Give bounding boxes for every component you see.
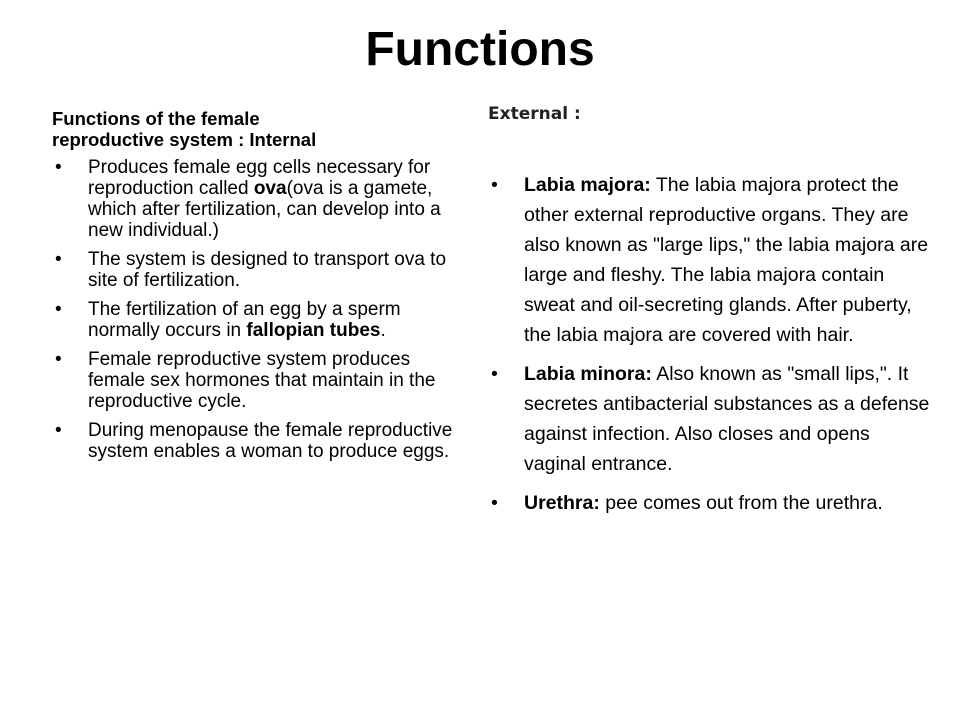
- list-item: • Produces female egg cells necessary for reproduction called ova(ova is a gamete, which after fertilization, can develop into a new individual.): [55, 157, 441, 241]
- list-item: • Female reproductive system produces female sex hormones that maintain in the reproductive cycle.: [55, 349, 436, 412]
- internal-functions-column: [52, 108, 470, 470]
- bullet-icon: •: [55, 157, 62, 178]
- list-item: • Labia majora: The labia majora protect the other external reproductive organs. They are also known as "large lips," the labia majora are large and fleshy. The labia majora contain sweat and oil-secreting glands. After puberty, the labia majora are covered with hair.: [488, 170, 934, 350]
- bullet-icon: •: [55, 420, 62, 441]
- term-label: Urethra:: [524, 492, 600, 514]
- bullet-icon: •: [55, 299, 62, 320]
- bullet-icon: •: [55, 349, 62, 370]
- external-functions-column: [488, 102, 934, 527]
- bullet-icon: •: [55, 249, 62, 270]
- list-item: • During menopause the female reproductive system enables a woman to produce eggs.: [55, 420, 453, 462]
- external-list: [488, 170, 934, 518]
- term-label: Labia minora:: [524, 363, 652, 385]
- slide-title: Functions: [365, 23, 595, 76]
- bullet-icon: •: [491, 492, 498, 514]
- bullet-icon: •: [491, 363, 498, 385]
- external-heading: External :: [488, 104, 581, 124]
- internal-list: [52, 157, 470, 462]
- list-item: • Labia minora: Also known as "small lips,". It secretes antibacterial substances as a defense against infection. Also closes and opens vaginal entrance.: [488, 359, 934, 479]
- internal-heading-line2: reproductive system : Internal: [52, 129, 317, 150]
- list-item: • Urethra: pee comes out from the urethra.: [488, 488, 934, 518]
- internal-heading: [52, 108, 470, 150]
- list-item: • The fertilization of an egg by a sperm normally occurs in fallopian tubes.: [55, 299, 401, 341]
- internal-heading-line1: Functions of the female: [52, 108, 260, 129]
- bullet-icon: •: [491, 174, 498, 196]
- list-item: • The system is designed to transport ova to site of fertilization.: [55, 249, 447, 291]
- term-label: Labia majora:: [524, 174, 651, 196]
